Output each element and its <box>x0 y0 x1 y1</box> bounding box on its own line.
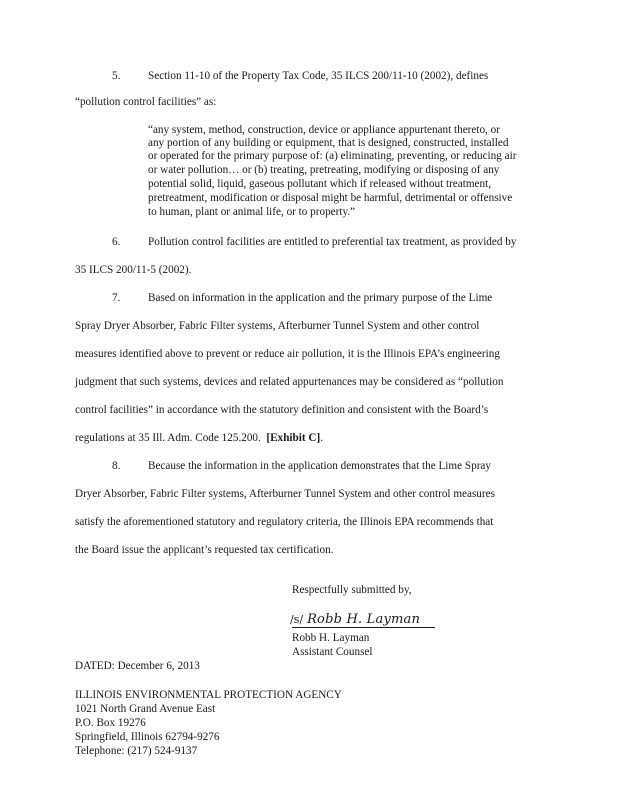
paragraph-number: 8. <box>112 460 121 472</box>
text-line: Section 11-10 of the Property Tax Code, 35 ILCS 200/11-10 (2002), defines <box>148 70 489 82</box>
text-line: “pollution control facilities” as: <box>75 96 217 108</box>
text-line: measures identified above to prevent or reduce air pollution, it is the Illinois EPA’s engineering <box>75 348 500 360</box>
date-line: DATED: December 6, 2013 <box>75 660 200 672</box>
text-line: Based on information in the application and the primary purpose of the Lime <box>148 292 493 304</box>
signature-line <box>292 627 435 628</box>
text-line: regulations at 35 Ill. Adm. Code 125.200. [Exhibit C]. <box>75 432 323 444</box>
agency-city: Springfield, Illinois 62794-9276 <box>75 731 220 743</box>
quote-line: pretreatment, modification or disposal might be harmful, detrimental or offensive <box>148 192 513 204</box>
text-line: 35 ILCS 200/11-5 (2002). <box>75 264 192 276</box>
agency-phone: Telephone: (217) 524-9137 <box>75 745 198 757</box>
agency-street: 1021 North Grand Avenue East <box>75 703 216 715</box>
paragraph-number: 6. <box>112 236 121 248</box>
agency-name: ILLINOIS ENVIRONMENTAL PROTECTION AGENCY <box>75 689 342 701</box>
text-line: satisfy the aforementioned statutory and regulatory criteria, the Illinois EPA recommends that <box>75 516 494 528</box>
paragraph-number: 7. <box>112 292 121 304</box>
handwritten-signature: /s/ Robb H. Layman <box>290 612 421 627</box>
text-line: the Board issue the applicant’s requested tax certification. <box>75 544 334 556</box>
signer-title: Assistant Counsel <box>292 646 373 658</box>
text-line: Dryer Absorber, Fabric Filter systems, Afterburner Tunnel System and other control measures <box>75 488 495 500</box>
text-line: control facilities” in accordance with the statutory definition and consistent with the Board’s <box>75 404 489 416</box>
agency-pobox: P.O. Box 19276 <box>75 717 146 729</box>
quote-line: any portion of any building or equipment, that is designed, constructed, installed <box>148 137 509 149</box>
text-line: Because the information in the application demonstrates that the Lime Spray <box>148 460 491 472</box>
quote-line: or operated for the primary purpose of: (a) eliminating, preventing, or reducing air <box>148 150 517 162</box>
quote-line: to human, plant or animal life, or to property.” <box>148 206 356 218</box>
quote-line: “any system, method, construction, device or appliance appurtenant thereto, or <box>148 124 500 136</box>
quote-line: or water pollution… or (b) treating, pretreating, modifying or disposing of any <box>148 164 500 176</box>
closing-line: Respectfully submitted by, <box>292 584 412 596</box>
quote-line: potential solid, liquid, gaseous pollutant which if released without treatment, <box>148 178 492 190</box>
paragraph-number: 5. <box>112 70 121 82</box>
signer-name: Robb H. Layman <box>292 632 370 644</box>
text-line: judgment that such systems, devices and related appurtenances may be considered as “pollution <box>75 376 504 388</box>
text-line: Spray Dryer Absorber, Fabric Filter systems, Afterburner Tunnel System and other control <box>75 320 480 332</box>
text-line: Pollution control facilities are entitled to preferential tax treatment, as provided by <box>148 236 517 248</box>
exhibit-reference: [Exhibit C] <box>266 432 321 444</box>
